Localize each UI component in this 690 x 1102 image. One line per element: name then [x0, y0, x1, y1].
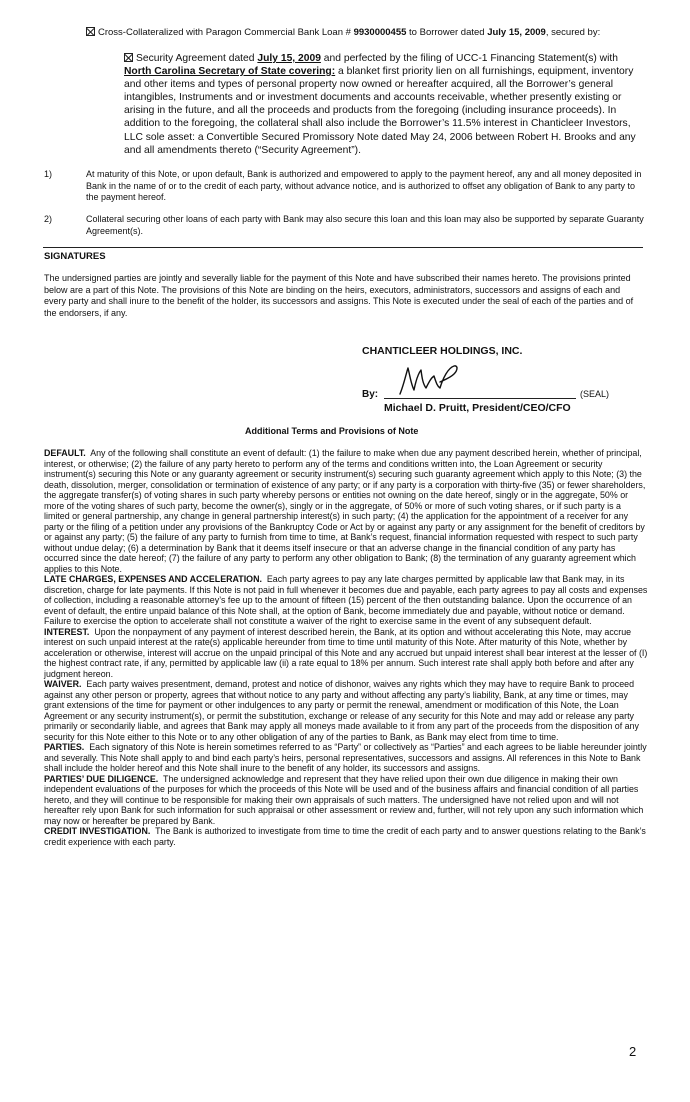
term-text: The undersigned acknowledge and represent that they have relied upon their own due diligence in making their own independent evaluations of the purposes for which the proceeds of this Note will be used and of the business affairs and financial condition of all parties hereto, and they will continue to be responsible for making their own appraisals of such matters. The undersigned have not relied upon and will not hereafter rely upon Bank for such information for such appraisal or other assessment or review and, further, will not rely upon any such information which may now or hereafter be prepared by Bank.	[44, 773, 644, 826]
signatures-paragraph: The undersigned parties are jointly and severally liable for the payment of this Note and have subscribed their names hereto. The provisions printed below are a part of this Note. The provisions of this Note are binding on the heirs, executors, administrators, successors and assigns of each and every party and shall inure to the benefit of the holder, its successors and assigns. This Note is executed under the seal of each of the parties and of the endorsers, if any.	[44, 273, 634, 318]
security-agreement-mid: and perfected by the filing of UCC-1 Financing Statement(s) with	[323, 53, 618, 64]
term-text: The Bank is authorized to investigate from time to time the credit of each party and to answer questions relating to the Bank’s credit experience with each party.	[44, 826, 646, 847]
seal-label: (SEAL)	[580, 389, 610, 399]
terms-title: Additional Terms and Provisions of Note	[245, 426, 419, 436]
item-number-1: 1)	[44, 169, 53, 179]
term-parties	[44, 742, 649, 774]
term-interest	[44, 627, 649, 680]
by-label: By:	[362, 389, 379, 400]
term-heading: LATE CHARGES, EXPENSES AND ACCELERATION.	[44, 574, 262, 584]
checked-box-icon	[86, 27, 95, 36]
page-number: 2	[629, 1044, 637, 1059]
term-text: Upon the nonpayment of any payment of interest described herein, the Bank, at its option and without accelerating this Note, may accrue interest on such unpaid interest at the rate(s) applicable hereunder from time to time until maturity of this Note. After maturity of this Note, whether by acceleration or otherwise, interest will accrue on the unpaid principal of this Note and any accrued but unpaid interest shall bear interest at the lesser of (I) the highest contract rate, if any, permitted by applicable law (ii) a rate equal to 18% per annum. Such interest rate shall apply both before and after any judgment hereon.	[44, 626, 648, 679]
loan-date: July 15, 2009	[487, 27, 546, 38]
term-text: Each party waives presentment, demand, protest and notice of dishonor, waives any rights which they may have to require Bank to proceed against any other person or property, agrees that without notice to any party and without affecting any party’s liability, Bank, at any time or times, may grant extensions of the time for payment or other indulgences to any party or permit the renewal, amendment or modification of this Note, the Loan Agreement or any security instrument(s), or permit the substitution, exchange or release of any security for this Note and may add or release any party primarily or secondarily liable, and agrees that Bank may apply all moneys made available to it from any part of the proceeds from the disposition of any security for this Note either to this Note or to any other obligation of any of the parties to Bank, as Bank may elect from time to time.	[44, 679, 639, 742]
security-agreement-date: July 15, 2009	[257, 53, 321, 64]
item-number-2: 2)	[44, 214, 53, 224]
term-due-diligence	[44, 774, 649, 827]
security-agreement-body: a blanket first priority lien on all furnishings, equipment, inventory and other items and types of personal property now owned or hereafter acquired, all the Borrower’s general intangibles, Instruments and or investment documents and accounts receivable, whether presently existing or arising in the future, and all the proceeds and products from the foregoing (including insurance proceeds). In addition to the foregoing, the collateral shall also include the Borrower’s 11.5% interest in Chanticleer Investors, LLC sole asset: a Convertible Secured Promissory Note dated May 24, 2006 between Robert H. Brooks and any and all amendments thereto (“Security Agreement”).	[124, 66, 636, 156]
security-agreement-pre: Security Agreement dated	[136, 53, 255, 64]
term-credit-investigation	[44, 826, 649, 847]
collateral-line-mid: to Borrower dated	[409, 27, 485, 38]
section-divider	[43, 247, 643, 248]
signer-name: Michael D. Pruitt, President/CEO/CFO	[384, 402, 571, 414]
terms-body	[44, 448, 649, 847]
term-heading: CREDIT INVESTIGATION.	[44, 826, 151, 836]
item-text-1: At maturity of this Note, or upon default, Bank is authorized and empowered to apply to the payment hereof, any and all money deposited in Bank in the name of or to the credit of each party, without advance notice, and is authorized to offset any obligation of Bank to any party to the payment hereof.	[86, 169, 642, 202]
filing-office: North Carolina Secretary of State covering:	[124, 66, 336, 78]
collateral-line-post: , secured by:	[545, 27, 601, 38]
term-text: Each signatory of this Note is herein sometimes referred to as “Party” or collectively as “Parties” and each agrees to be liable hereunder jointly and severally. This Note shall apply to and bind each party’s heirs, personal representatives, successors and assigns. All references in this Note to Bank shall include the holder hereof and this Note shall inure to the benefit of any holder, its successors and assigns.	[44, 742, 647, 773]
company-name: CHANTICLEER HOLDINGS, INC.	[362, 345, 523, 357]
term-waiver	[44, 679, 649, 742]
term-text: Each party agrees to pay any late charges permitted by applicable law that Bank may, in its discretion, charge for late payments. If this Note is not paid in full whenever it becomes due and payable, each party agrees to pay all costs and expenses of collection, including a reasonable attorney’s fee up to the amount of fifteen (15) percent of the then outstanding balance. Upon the occurrence of an event of default, the entire unpaid balance of this Note shall, at the option of Bank, become immediately due and payable, without notice or demand. Failure to exercise the option to accelerate shall not constitute a waiver of the right to exercise same in the event of any subsequent default.	[44, 574, 648, 626]
item-text-2: Collateral securing other loans of each party with Bank may also secure this loan and this loan may also be supported by separate Guaranty Agreement(s).	[86, 214, 644, 236]
term-heading: PARTIES.	[44, 742, 85, 752]
term-late-charges	[44, 574, 649, 627]
cross-collateral-line	[86, 26, 686, 39]
collateral-line-pre: Cross-Collateralized with Paragon Commercial Bank Loan #	[98, 27, 351, 38]
term-heading: WAIVER.	[44, 679, 82, 689]
checked-box-icon	[124, 53, 133, 62]
security-agreement-paragraph	[124, 52, 646, 157]
handwritten-signature	[396, 364, 476, 400]
term-heading: PARTIES’ DUE DILIGENCE.	[44, 773, 159, 784]
signatures-heading: SIGNATURES	[44, 251, 106, 262]
term-text: Any of the following shall constitute an event of default: (1) the failure to make when due any payment described herein, whether of principal, interest, or otherwise; (2) the failure of any party hereto to perform any of the terms and conditions written into, the Loan Agreement or security instrument(s) securing this Note or any guaranty agreement or security instrument(s) securing such guaranty agreement which apply to this Note; (3) the death, dissolution, merger, consolidation or termination of existence of any party; or if any party is a corporation with thirty-five (35) or fewer shareholders, the aggregate transfer(s) of voting shares in such party whereby persons or entities not owning on the date hereof, singly or in the aggregate, 50% or more of the voting shares of such party, become the owner(s), singly or in the aggregate, of 50% or more of such voting shares, or if such party is a limited or general partnership, any change in general partnership interest(s) in such party; (4) the application for the appointment of a receiver for any party or the filing of a petition under any provisions of the Bankruptcy Code or Act by or against any party or any assignment for the benefit of creditors by or against any party; (5) the failure of any party to furnish from time to time, at Bank’s request, financial information requested with respect to such party without undue delay; (6) a determination by Bank that it deems itself insecure or that an adverse change in the financial condition of any party has occurred since the date hereof; (7) the failure of any party to perform any other obligation to Bank; (8) the termination of any guaranty agreement which applies to this Note.	[44, 448, 646, 574]
term-heading: INTEREST.	[44, 626, 90, 637]
loan-number: 9930000455	[353, 27, 407, 38]
term-heading: DEFAULT.	[44, 448, 86, 458]
term-default	[44, 448, 649, 574]
